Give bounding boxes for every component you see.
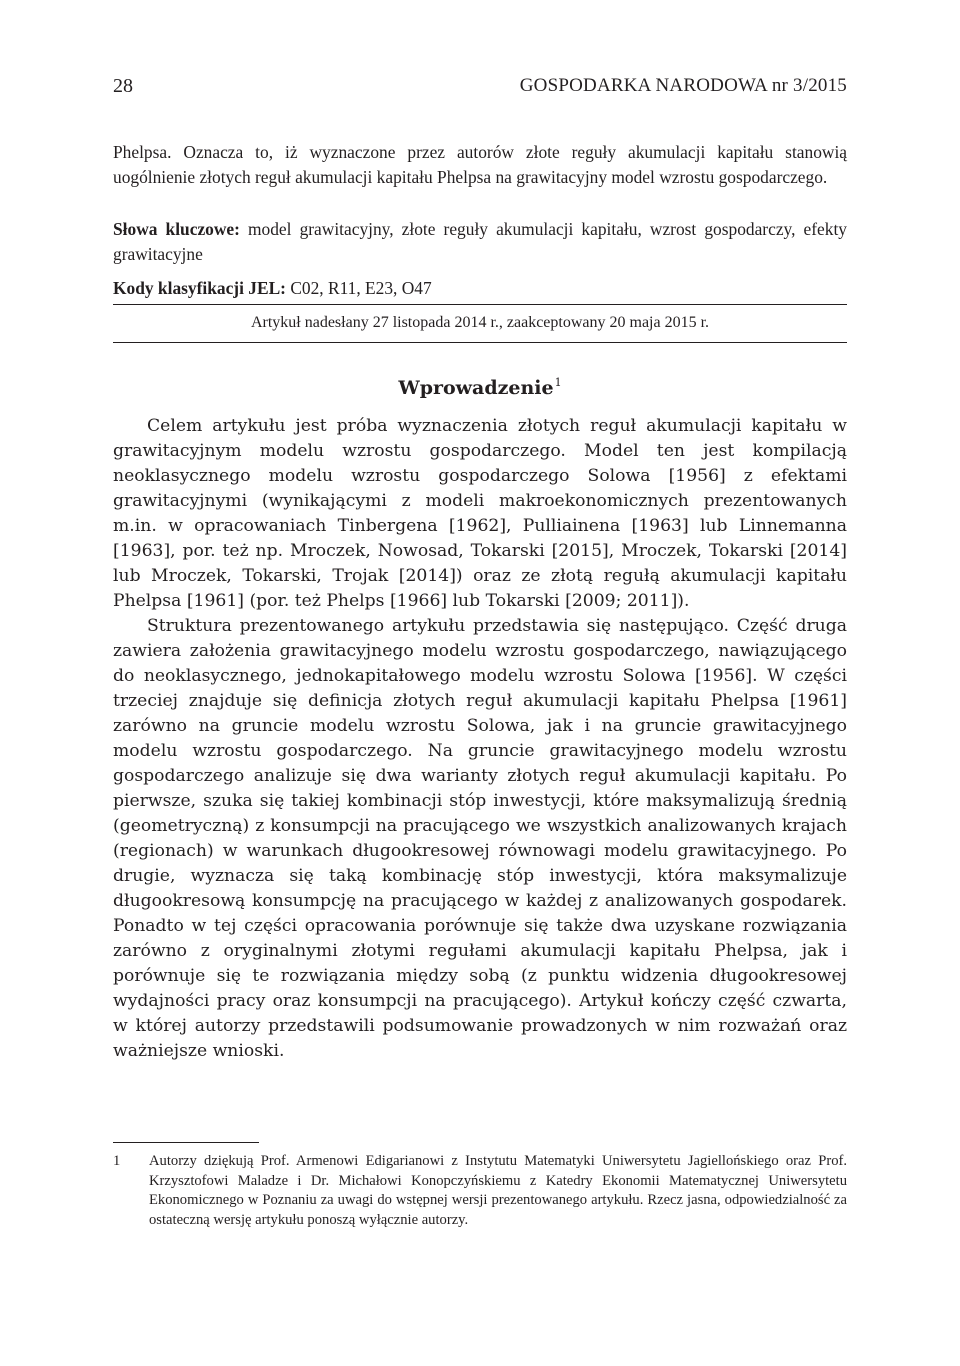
submission-dates: Artykuł nadesłany 27 listopada 2014 r., zaakceptowany 20 maja 2015 r. [250, 314, 710, 331]
jel-text: C02, R11, E23, O47 [285, 278, 432, 298]
running-head [113, 75, 847, 101]
footnote [113, 1152, 847, 1230]
jel-codes [113, 276, 847, 300]
section-title: Wprowadzenie [398, 377, 554, 399]
footnote-reference: 1 [554, 376, 562, 389]
body-text [113, 414, 847, 1064]
page-number: 28 [113, 75, 133, 97]
jel-label: Kody klasyfikacji JEL: [113, 278, 286, 298]
section-heading [113, 370, 847, 401]
keywords-text: model grawitacyjny, złote reguły akumulacji kapitału, wzrost gospodarczy, efekty grawitacyjne [113, 219, 847, 264]
keywords-label: Słowa kluczowe: [113, 219, 240, 239]
footnote-text: Autorzy dziękują Prof. Armenowi Edigarianowi z Instytutu Matematyki Uniwersytetu Jagiellońskiego oraz Prof. Krzysztofowi Maladze i Dr. Michałowi Konopczyńskiemu z Katedry Ekonomii Matematycznej Uniwersytetu Ekonomicznego w Poznaniu za uwagi do wstępnej wersji prezentowanego artykułu. Rzecz jasna, odpowiedzialność za ostateczną wersję artykułu ponoszą wyłącznie autorzy. [149, 1153, 847, 1228]
footnote-divider [113, 1142, 259, 1143]
page [113, 0, 847, 1366]
divider-bottom [113, 342, 847, 343]
divider-top [113, 304, 847, 305]
paragraph: Celem artykułu jest próba wyznaczenia złotych reguł akumulacji kapitału w grawitacyjnym modelu wzrostu gospodarczego. Model ten jest kompilacją neoklasycznego modelu wzrostu gospodarczego Solowa [1956] z efektami grawitacyjnymi (wynikającymi z modeli makroekonomicznych prezentowanych m.in. w opracowaniach Tinbergena [1962], Pulliainena [1963] lub Linnemanna [1963], por. też np. Mroczek, Nowosad, Tokarski [2015], Mroczek, Tokarski [2014] lub Mroczek, Tokarski, Trojak [2014]) oraz ze złotą regułą akumulacji kapitału Phelpsa [1961] (por. też Phelps [1966] lub Tokarski [2009; 2011]). [113, 416, 847, 611]
keywords [113, 217, 847, 266]
abstract-text: Phelpsa. Oznacza to, iż wyznaczone przez autorów złote reguły akumulacji kapitału stanowią uogólnienie złotych reguł akumulacji kapitału Phelpsa na grawitacyjny model wzrostu gospodarczego. [113, 142, 847, 187]
footnote-marker: 1 [113, 1153, 121, 1169]
journal-name: GOSPODARKA NARODOWA nr 3/2015 [519, 75, 847, 96]
paragraph: Struktura prezentowanego artykułu przedstawia się następująco. Część druga zawiera założenia grawitacyjnego modelu wzrostu gospodarczego, nawiązującego do neoklasycznego, jednokapitałowego modelu wzrostu Solowa [1956]. W części trzeciej znajduje się definicja złotych reguł akumulacji kapitału Phelpsa [1961] zarówno na gruncie modelu wzrostu Solowa, jak i na gruncie grawitacyjnego modelu wzrostu gospodarczego. Na gruncie grawitacyjnego modelu wzrostu gospodarczego analizuje się dwa warianty złotych reguł akumulacji kapitału. Po pierwsze, szuka się takiej kombinacji stóp inwestycji, które maksymalizują średnią (geometryczną) z konsumpcji na pracującego we wszystkich analizowanych krajach (regionach) w warunkach długookresowej równowagi modelu grawitacyjnego. Po drugie, wyznacza się taką kombinację stóp inwestycji, która maksymalizuje długookresową konsumpcję na pracującego w każdej z analizowanych gospodarek. Ponadto w tej części opracowania porównuje się także dwa uzyskane rozwiązania zarówno z oryginalnymi złotymi regułami akumulacji kapitału Phelpsa, jak i porównuje się te rozwiązania między sobą (z punktu widzenia długookresowej wydajności pracy oraz konsumpcji na pracującego). Artykuł kończy część czwarta, w której autorzy przedstawili podsumowanie prowadzonych w nim rozważań oraz ważniejsze wnioski. [113, 616, 847, 1061]
